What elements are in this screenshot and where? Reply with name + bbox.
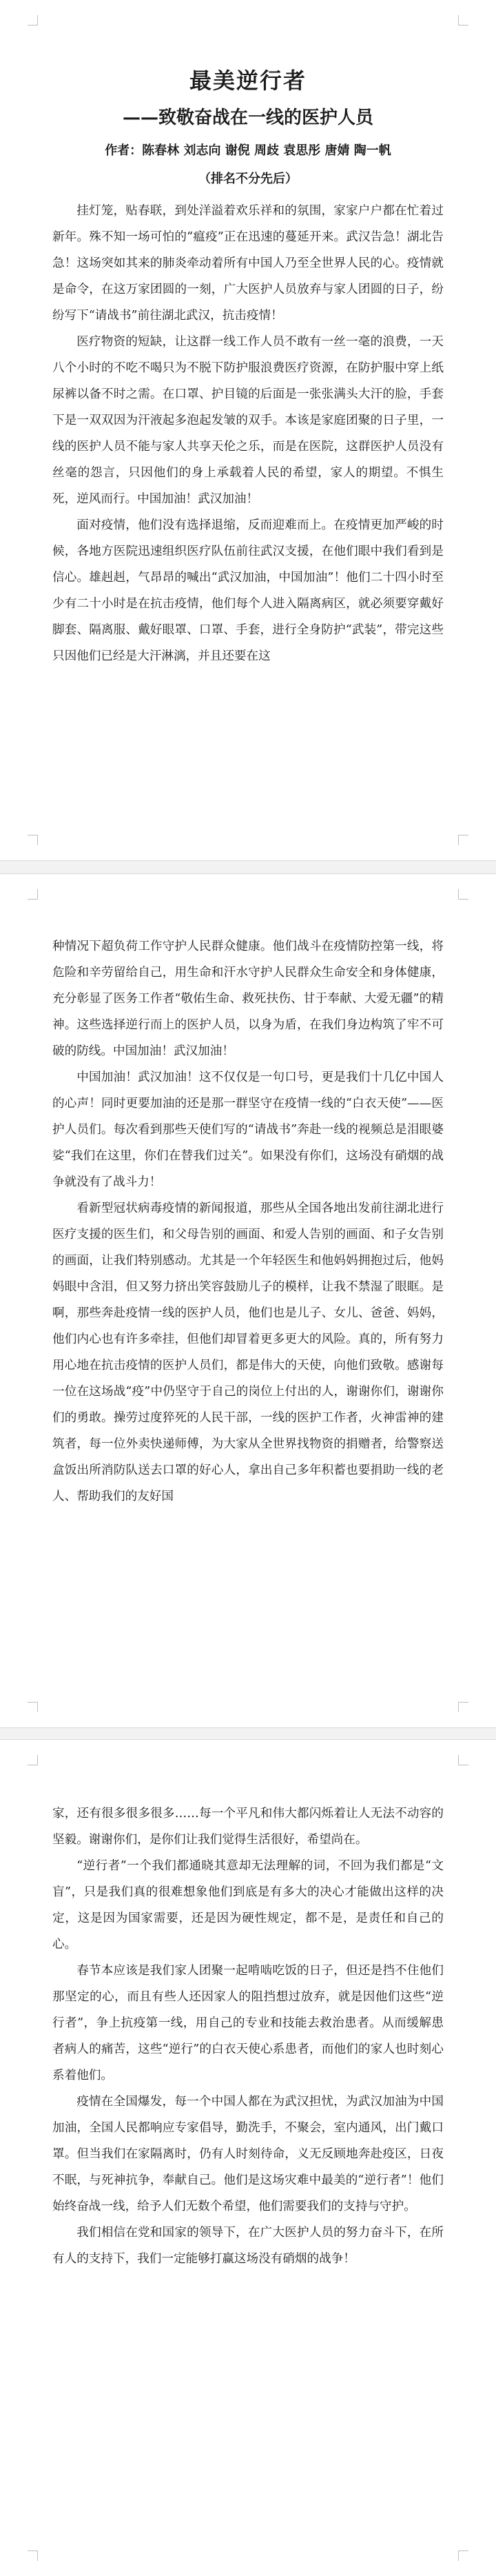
- page-corner-mark: [28, 1755, 38, 1765]
- paragraph: 家，还有很多很多很多……每一个平凡和伟大都闪烁着让人无法不动容的坚毅。谢谢你们，是你们让我们觉得生活很好，希望尚在。: [52, 1807, 444, 1847]
- paragraph: 中国加油！武汉加油！这不仅仅是一句口号，更是我们十几亿中国人的心声！同时更要加油的还是那一群坚守在疫情一线的“白衣天使”——医护人员们。每次看到那些天使们写的“请战书”奔赴一线的视频总是泪眼婆娑“我们在这里，你们在替我们过关”。如果没有你们，这场没有硝烟的战争就没有了战斗力！: [52, 1071, 444, 1189]
- paragraph: “逆行者”一个我们都通晓其意却无法理解的词，不回为我们都是“文盲”，只是我们真的很难想象他们到底是有多大的决心才能做出这样的决定，这是因为国家需要，还是因为硬性规定，都不是，是责任和自己的心。: [52, 1859, 444, 1951]
- paragraph: 种情况下超负荷工作守护人民群众健康。他们战斗在疫情防控第一线，将危险和辛劳留给自己，用生命和汗水守护人民群众生命安全和身体健康，充分彰显了医务工作者“敬佑生命、救死扶伤、甘于奉献、大爱无疆”的精神。这些选择逆行而上的医护人员，以身为盾，在我们身边构筑了牢不可破的防线。中国加油！武汉加油！: [52, 940, 444, 1058]
- page-corner-mark: [28, 835, 38, 845]
- document-title: 最美逆行者: [189, 68, 307, 94]
- page-corner-mark: [458, 1755, 468, 1765]
- page-3-body: [52, 1801, 444, 2272]
- page-corner-mark: [458, 889, 468, 900]
- page-corner-mark: [28, 889, 38, 900]
- document-page-3: [0, 1740, 496, 2576]
- page-separator: [0, 860, 496, 874]
- paragraph: 挂灯笼，贴春联，到处洋溢着欢乐祥和的氛围，家家户户都在忙着过新年。殊不知一场可怕的“瘟疫”正在迅速的蔓延开来。武汉告急！湖北告急！这场突如其来的肺炎牵动着所有中国人乃至全世界人民的心。疫情就是命令，在这万家团圆的一刻，广大医护人员放弃与家人团圆的日子，纷纷写下“请战书”前往湖北武汉，抗击疫情！: [52, 204, 444, 323]
- page-1-body: [52, 198, 444, 669]
- paragraph: 我们相信在党和国家的领导下，在广大医护人员的努力奋斗下，在所有人的支持下，我们一定能够打赢这场没有硝烟的战争！: [52, 2226, 444, 2266]
- page-corner-mark: [458, 1702, 468, 1712]
- document-page-2: [0, 874, 496, 1727]
- page-corner-mark: [458, 15, 468, 26]
- page-separator: [0, 1727, 496, 1740]
- document-subtitle: ——致敬奋战在一线的医护人员: [122, 108, 373, 128]
- paragraph: 面对疫情，他们没有选择退缩，反而迎难而上。在疫情更加严峻的时候，各地方医院迅速组织医疗队伍前往武汉支援，在他们眼中我们看到是信心。雄赳赳，气昂昂的喊出“武汉加油，中国加油”！他们二十四小时至少有二十小时是在抗击疫情，他们每个人进入隔离病区，就必须要穿戴好脚套、隔离服、戴好眼罩、口罩、手套，进行全身防护“武装”，带完这些只因他们已经是大汗淋漓，并且还要在这: [52, 518, 444, 663]
- paragraph: 医疗物资的短缺，让这群一线工作人员不敢有一丝一毫的浪费，一天八个小时的不吃不喝只为不脱下防护服浪费医疗资源，在防护服中穿上纸尿裤以备不时之需。在口罩、护目镜的后面是一张张满头大汗的脸，手套下是一双双因为汗液起多泡起发皱的双手。本该是家庭团聚的日子里，一线的医护人员不能与家人共享天伦之乐，而是在医院，这群医护人员没有丝毫的怨言，只因他们的身上承载着人民的希望，家人的期望。不惧生死，逆风而行。中国加油！武汉加油！: [52, 335, 444, 506]
- paragraph: 看新型冠状病毒疫情的新闻报道，那些从全国各地出发前往湖北进行医疗支援的医生们，和父母告别的画面、和爱人告别的画面、和子女告别的画面，让我们特别感动。尤其是一个年轻医生和他妈妈拥抱过后，他妈妈眼中含泪，但又努力挤出笑容鼓励儿子的模样，让我不禁湿了眼眶。是啊，那些奔赴疫情一线的医护人员，他们也是儿子、女儿、爸爸、妈妈，他们内心也有许多牵挂，但他们却冒着更多更大的风险。真的，所有努力用心地在抗击疫情的医护人员们，都是伟大的天使，向他们致敬。感谢每一位在这场战“疫”中仍坚守于自己的岗位上付出的人，谢谢你们，谢谢你们的勇敢。操劳过度猝死的人民干部，一线的医护工作者，火神雷神的建筑者，每一位外卖快递师傅，为大家从全世界找物资的捐赠者，给警察送盒饭出所消防队送去口罩的好心人，拿出自己多年积蓄也要捐助一线的老人、帮助我们的友好国: [52, 1201, 444, 1503]
- ranking-note: （排名不分先后）: [198, 172, 298, 186]
- paragraph: 春节本应该是我们家人团聚一起啃啮吃饭的日子，但还是挡不住他们那坚定的心，而且有些人还因家人的阻挡想过放弃，就是因他们这些“逆行者”，争上抗疫第一线，用自己的专业和技能去救治患者。从而缓解患者病人的痛苦，这些“逆行”的白衣天使心系患者，而他们的家人也时刻心系着他们。: [52, 1964, 444, 2082]
- page-corner-mark: [28, 1702, 38, 1712]
- page-corner-mark: [28, 2550, 38, 2561]
- document-page-1: [0, 0, 496, 860]
- page-corner-mark: [28, 15, 38, 26]
- author-line: 作者：陈春林 刘志向 谢倪 周歧 袁思彤 唐婧 陶一帆: [105, 143, 391, 158]
- page-corner-mark: [458, 2550, 468, 2561]
- paragraph: 疫情在全国爆发，每一个中国人都在为武汉担忧，为武汉加油为中国加油，全国人民都响应专家倡导，勤洗手，不聚会，室内通风，出门戴口罩。但当我们在家隔离时，仍有人时刻待命，义无反顾地奔赴疫区，日夜不眠，与死神抗争，奉献自己。他们是这场灾难中最美的“逆行者”！他们始终奋战一线，给予人们无数个希望，他们需要我们的支持与守护。: [52, 2095, 444, 2213]
- page-corner-mark: [458, 835, 468, 845]
- page-2-body: [52, 933, 444, 1510]
